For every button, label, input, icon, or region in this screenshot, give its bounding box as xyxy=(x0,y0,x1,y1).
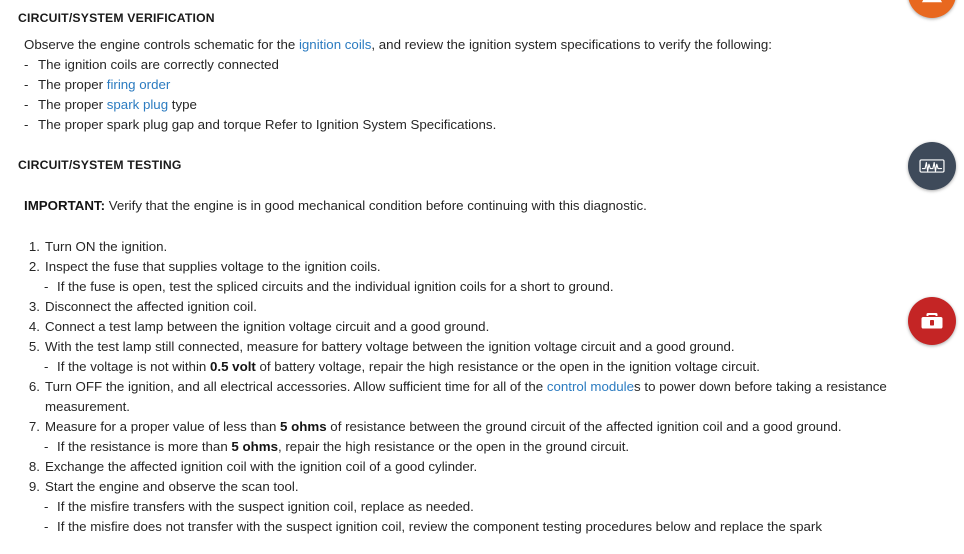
important-label: IMPORTANT: xyxy=(24,198,106,213)
step-number: 9. xyxy=(28,479,40,494)
toolbox-icon xyxy=(920,310,944,332)
step-text: Inspect the fuse that supplies voltage to the ignition coils. xyxy=(45,259,381,274)
dash-marker: - xyxy=(24,77,29,92)
sub-step-text: If the misfire transfers with the suspect ignition coil, replace as needed. xyxy=(57,499,474,514)
step-text: Turn ON the ignition. xyxy=(45,239,168,254)
list-item xyxy=(18,417,964,437)
dash-marker: - xyxy=(24,57,29,72)
sub-step-text xyxy=(57,437,964,457)
list-item xyxy=(18,497,964,517)
list-item xyxy=(18,297,964,317)
step-text: Start the engine and observe the scan tool. xyxy=(45,479,299,494)
step-text xyxy=(45,377,964,417)
section-heading-testing: CIRCUIT/SYSTEM TESTING xyxy=(18,158,182,172)
step-text-after: of resistance between the ground circuit of the affected ignition coil and a good ground. xyxy=(326,419,842,434)
list-item xyxy=(18,257,964,277)
list-item xyxy=(18,115,964,135)
spark-plug-link[interactable]: spark plug xyxy=(106,97,169,112)
step-text-before: Measure for a proper value of less than xyxy=(45,419,281,434)
dash-marker: - xyxy=(44,279,49,294)
list-item xyxy=(18,337,964,357)
step-number: 3. xyxy=(28,299,40,314)
step-text-before: Turn OFF the ignition, and all electrical accessories. Allow sufficient time for all of the xyxy=(45,379,547,394)
dash-marker: - xyxy=(44,439,49,454)
waveform-button[interactable] xyxy=(908,142,956,190)
step-number: 2. xyxy=(28,259,40,274)
voltage-value: 0.5 volt xyxy=(210,359,256,374)
list-item-text: The proper xyxy=(38,77,107,92)
sub-step-text xyxy=(57,357,964,377)
list-item xyxy=(18,277,964,297)
dash-marker: - xyxy=(44,359,49,374)
list-item xyxy=(18,55,964,75)
list-item xyxy=(18,517,964,537)
step-text: Exchange the affected ignition coil with the ignition coil of a good cylinder. xyxy=(45,459,478,474)
resistance-value: 5 ohms xyxy=(280,419,327,434)
step-text xyxy=(45,417,964,437)
list-item-text-after: type xyxy=(168,97,197,112)
resistance-value: 5 ohms xyxy=(231,439,278,454)
dash-marker: - xyxy=(44,499,49,514)
section-heading-verification: CIRCUIT/SYSTEM VERIFICATION xyxy=(18,11,215,25)
step-text: Disconnect the affected ignition coil. xyxy=(45,299,257,314)
waveform-icon xyxy=(919,156,945,176)
step-number: 7. xyxy=(28,419,40,434)
list-item-text: The ignition coils are correctly connected xyxy=(38,57,279,72)
list-item xyxy=(18,75,964,95)
dash-marker: - xyxy=(24,97,29,112)
control-module-link[interactable]: control module xyxy=(546,379,635,394)
sub-step-before: If the resistance is more than xyxy=(57,439,232,454)
step-text: With the test lamp still connected, measure for battery voltage between the ignition voltage circuit and a good ground. xyxy=(45,339,735,354)
list-item xyxy=(18,477,964,497)
list-item xyxy=(18,357,964,377)
step-number: 8. xyxy=(28,459,40,474)
sub-step-text: If the misfire does not transfer with the suspect ignition coil, review the component testing procedures below and replace the spark xyxy=(57,519,822,534)
verification-intro-after: , and review the ignition system specifications to verify the following: xyxy=(371,37,772,52)
list-item xyxy=(18,237,964,257)
list-item-text: The proper spark plug gap and torque Refer to Ignition System Specifications. xyxy=(38,117,497,132)
dash-marker: - xyxy=(24,117,29,132)
sub-step-after: of battery voltage, repair the high resistance or the open in the ignition voltage circuit. xyxy=(255,359,760,374)
sub-step-text: If the fuse is open, test the spliced circuits and the individual ignition coils for a short to ground. xyxy=(57,279,614,294)
list-item xyxy=(18,437,964,457)
sub-step-after: , repair the high resistance or the open in the ground circuit. xyxy=(277,439,630,454)
list-item-text: The proper xyxy=(38,97,107,112)
sub-step-before: If the voltage is not within xyxy=(57,359,210,374)
list-item xyxy=(18,377,964,417)
ignition-coils-link[interactable]: ignition coils xyxy=(298,37,372,52)
important-text: Verify that the engine is in good mechanical condition before continuing with this diagnostic. xyxy=(105,198,647,213)
step-number: 6. xyxy=(28,379,40,394)
dash-marker: - xyxy=(44,519,49,534)
verification-intro xyxy=(18,35,964,55)
verification-intro-before: Observe the engine controls schematic for the xyxy=(24,37,299,52)
list-item xyxy=(18,95,964,115)
firing-order-link[interactable]: firing order xyxy=(106,77,171,92)
step-text-after: s to power down before taking a resistance measurement. xyxy=(45,379,887,414)
warning-icon xyxy=(921,0,943,5)
step-number: 5. xyxy=(28,339,40,354)
step-number: 4. xyxy=(28,319,40,334)
important-note xyxy=(18,196,964,216)
list-item xyxy=(18,457,964,477)
list-item xyxy=(18,317,964,337)
step-text: Connect a test lamp between the ignition voltage circuit and a good ground. xyxy=(45,319,490,334)
toolbox-button[interactable] xyxy=(908,297,956,345)
step-number: 1. xyxy=(28,239,40,254)
